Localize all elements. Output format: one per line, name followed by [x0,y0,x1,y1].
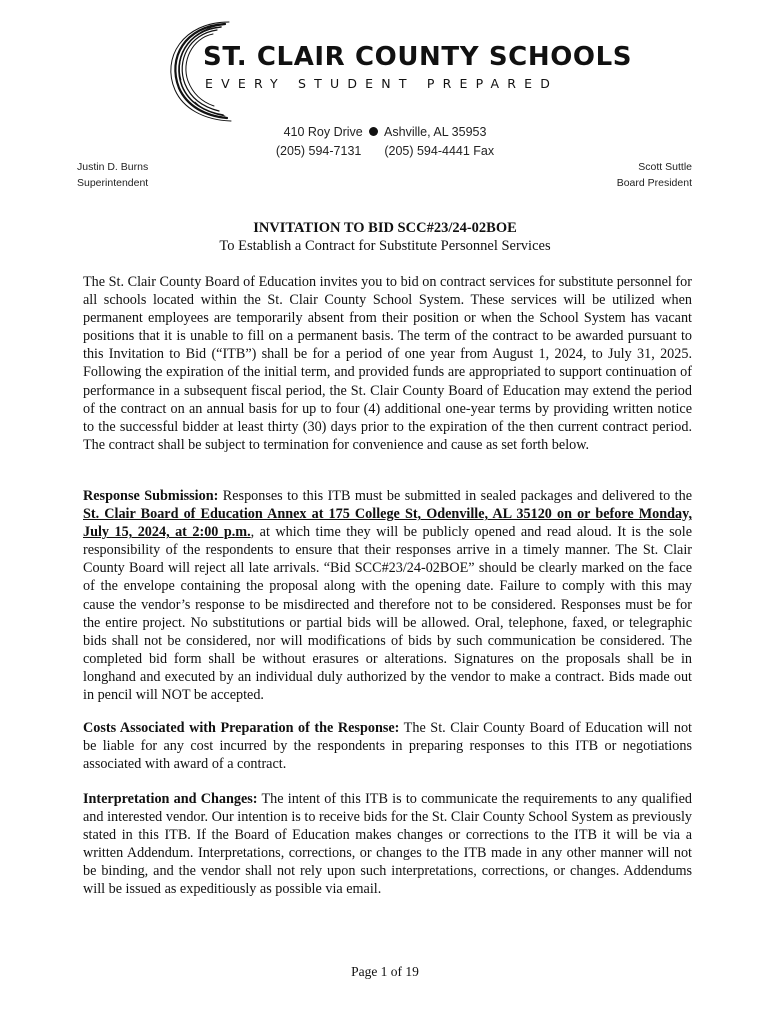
phone-number: (205) 594-7131 [275,144,362,158]
costs-text: The St. Clair County Board of Education will not be liable for any cost incurred by the respondents in preparing responses to this ITB or negotiations associated with award of a contract. [83,720,692,773]
org-name: ST. CLAIR COUNTY SCHOOLS [203,42,633,72]
response-heading: Response Submission: [83,488,219,504]
costs-paragraph [83,719,692,773]
document-subtitle: To Establish a Contract for Substitute Personnel Services [219,238,551,254]
phone-line [0,144,770,158]
response-submission-paragraph [83,487,692,704]
bullet-dot-icon [369,127,378,136]
address-street: 410 Roy Drive [283,125,363,139]
board-president-block [617,159,692,191]
intro-paragraph [83,273,692,454]
document-title: INVITATION TO BID SCC#23/24-02BOE [253,220,517,236]
org-tagline: EVERY STUDENT PREPARED [205,76,559,91]
response-text-b: , at which time they will be publicly opened and read aloud. It is the sole responsibility of the respondents to ensure that their responses arrive in a timely manner. The St. Clair County Board will reject all late arrivals. “Bid SCC#23/24-02BOE” should be clearly marked on the face of the envelope containing the proposal along with the opening date. Failure to comply with this may cause the vendor’s response to be misdirected and therefore not to be considered. Responses must be for the entire project. No substitutions or partial bids will be allowed. Oral, telephone, faxed, or telegraphic bids shall not be considered, nor will modifications of bids by such communication be considered. The completed bid form shall be without erasures or alterations. Signatures on the proposals shall be in longhand and executed by an individual duly authorized by the vendor to make a contract. Bids made out in pencil will NOT be accepted. [83,524,692,704]
letterhead-logo [165,18,633,122]
intro-text: The St. Clair County Board of Education invites you to bid on contract services for substitute personnel for all schools located within the St. Clair County School System. These services will be utilized when permanent employees are temporarily absent from their position or when the School System has vacant positions that it is unable to fill on a permanent basis. The term of the contract to be awarded pursuant to this Invitation to Bid (“ITB”) shall be for a period of one year from August 1, 2024, to July 31, 2025. Following the expiration of the initial term, and provided funds are appropriated to support continuation of performance in a subsequent fiscal period, the St. Clair County Board of Education may extend the period of the contract on an annual basis for up to four (4) additional one-year terms by providing written notice to the successful bidder at least thirty (30) days prior to the expiration of the then current contract period. The contract shall be subject to termination for convenience and cause as set forth below. [83,274,692,453]
response-location: St. Clair Board of Education Annex at 175 College St, Odenville, AL 35120 on or before Monday, July 15, 2024, at 2:00 p.m. [83,506,692,541]
superintendent-title: Superintendent [77,177,149,189]
fax-number: (205) 594-4441 Fax [384,144,495,158]
interpretation-heading: Interpretation and Changes: [83,791,258,807]
interpretation-text: The intent of this ITB is to communicate the requirements to any qualified and interested vendor. Our intention is to receive bids for the St. Clair County School System as previously stated in this ITB. If the Board of Education makes changes or corrections to the ITB it will be via a written Addendum. Interpretations, corrections, or changes to the ITB made in any other manner will not be binding, and the vendor shall not rely upon such interpretations, corrections, or changes. Addendums will be issued as expeditiously as possible via email. [83,791,692,898]
address-city: Ashville, AL 35953 [384,125,487,139]
address-line [0,125,770,139]
superintendent-block [77,159,148,191]
costs-heading: Costs Associated with Preparation of the Response: [83,720,400,736]
board-president-title: Board President [616,177,692,189]
board-president-name: Scott Suttle [638,161,692,173]
page-number: Page 1 of 19 [351,964,419,979]
response-text-a: Responses to this ITB must be submitted in sealed packages and delivered to the [218,488,692,504]
interpretation-paragraph [83,790,692,899]
superintendent-name: Justin D. Burns [77,161,149,173]
